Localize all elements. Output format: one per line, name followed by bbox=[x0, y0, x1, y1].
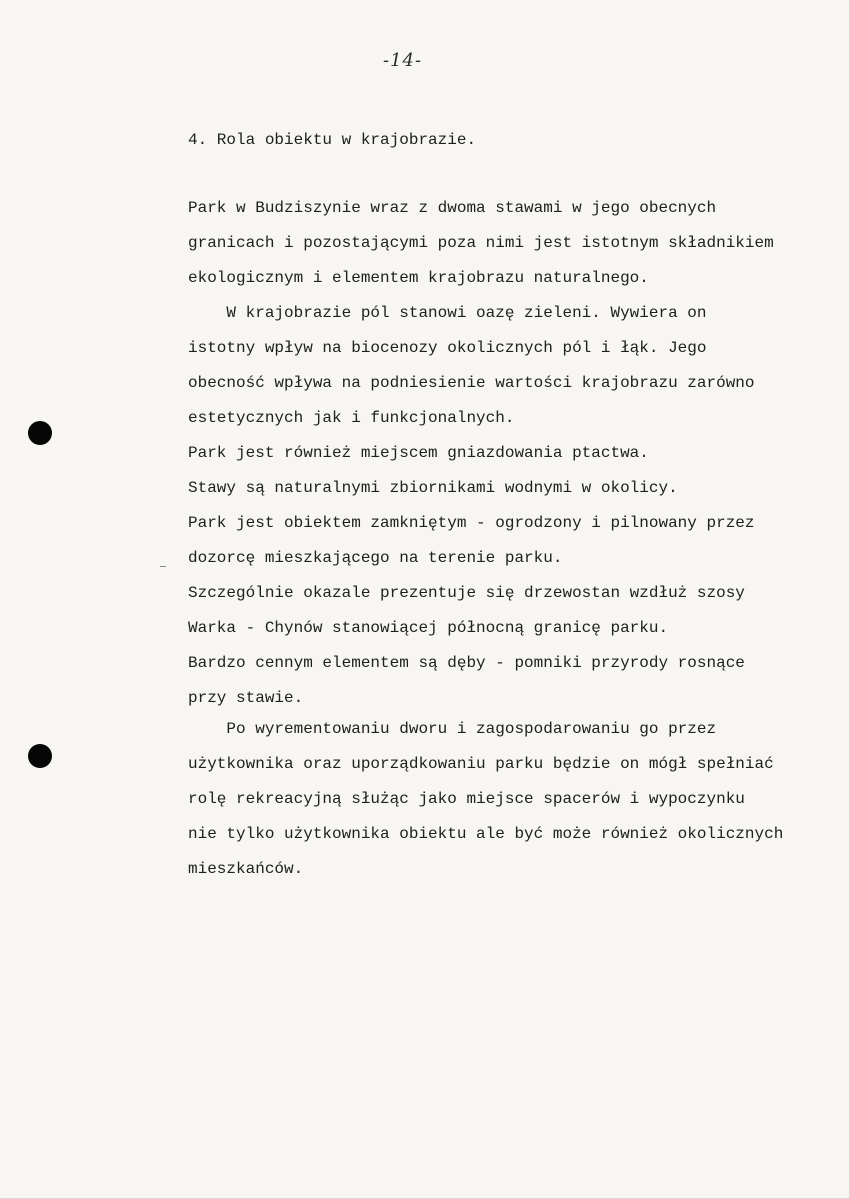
text-line: nie tylko użytkownika obiektu ale być może również okolicznych bbox=[188, 825, 784, 843]
text-line: Bardzo cennym elementem są dęby - pomniki przyrody rosnące bbox=[188, 654, 745, 672]
text-line: Park jest również miejscem gniazdowania ptactwa. bbox=[188, 444, 649, 462]
text-line: Warka - Chynów stanowiącej północną granicę parku. bbox=[188, 619, 669, 637]
body-text bbox=[188, 199, 784, 878]
text-line: Po wyrementowaniu dworu i zagospodarowaniu go przez bbox=[188, 720, 717, 738]
text-line: obecność wpływa na podniesienie wartości krajobrazu zarówno bbox=[188, 374, 755, 392]
text-line: istotny wpływ na biocenozy okolicznych pól i łąk. Jego bbox=[188, 339, 707, 357]
text-line: użytkownika oraz uporządkowaniu parku będzie on mógł spełniać bbox=[188, 755, 774, 773]
text-line: Park jest obiektem zamkniętym - ogrodzony i pilnowany przez bbox=[188, 514, 755, 532]
text-line: granicach i pozostającymi poza nimi jest istotnym składnikiem bbox=[188, 234, 774, 252]
text-line: Szczególnie okazale prezentuje się drzewostan wzdłuż szosy bbox=[188, 584, 745, 602]
margin-tick bbox=[160, 566, 166, 567]
text-line: W krajobrazie pól stanowi oazę zieleni. Wywiera on bbox=[188, 304, 707, 322]
text-line: przy stawie. bbox=[188, 689, 304, 707]
page-number: -14- bbox=[383, 50, 423, 71]
text-line: estetycznych jak i funkcjonalnych. bbox=[188, 409, 515, 427]
text-line: mieszkańców. bbox=[188, 860, 304, 878]
text-line: Park w Budziszynie wraz z dwoma stawami w jego obecnych bbox=[188, 199, 717, 217]
text-line: Stawy są naturalnymi zbiornikami wodnymi w okolicy. bbox=[188, 479, 678, 497]
text-line: rolę rekreacyjną służąc jako miejsce spacerów i wypoczynku bbox=[188, 790, 745, 808]
section-heading: 4. Rola obiektu w krajobrazie. bbox=[188, 131, 477, 149]
text-line: dozorcę mieszkającego na terenie parku. bbox=[188, 549, 563, 567]
punch-hole bbox=[28, 421, 52, 445]
text-line: ekologicznym i elementem krajobrazu naturalnego. bbox=[188, 269, 649, 287]
punch-hole bbox=[28, 744, 52, 768]
